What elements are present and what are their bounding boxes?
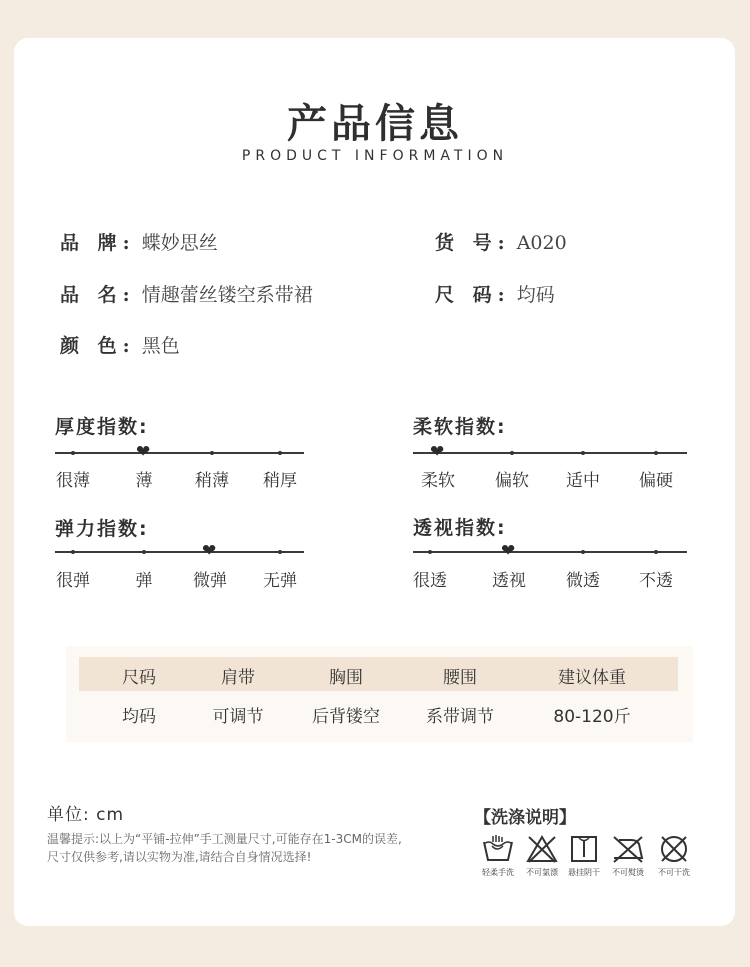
size-table xyxy=(66,646,693,742)
page-subtitle: PRODUCT INFORMATION xyxy=(241,148,509,164)
size-value: 均码 xyxy=(516,284,555,306)
thickness-option: 稍薄 xyxy=(195,471,229,491)
name-row xyxy=(60,280,313,307)
scale-dot xyxy=(510,451,514,455)
table-header-cell: 腰围 xyxy=(443,668,477,688)
scale-dot xyxy=(142,550,146,554)
transparency-option: 透视 xyxy=(492,571,526,591)
transparency-option: 很透 xyxy=(413,571,447,591)
wash-item xyxy=(602,834,654,878)
wash-label: 悬挂阴干 xyxy=(568,868,600,877)
table-header-cell: 尺码 xyxy=(122,668,156,688)
scale-dot xyxy=(428,550,432,554)
scale-dot xyxy=(654,550,658,554)
size-label: 尺 码: xyxy=(435,284,511,306)
measurement-note-line2: 尺寸仅供参考,请以实物为准,请结合自身情况选择! xyxy=(47,850,312,864)
size-row xyxy=(435,280,555,307)
heart-icon: ❤ xyxy=(136,442,151,462)
hang-dry-icon xyxy=(567,834,601,864)
scale-dot xyxy=(278,550,282,554)
elasticity-option: 微弹 xyxy=(193,571,227,591)
transparency-option: 不透 xyxy=(639,571,673,591)
measurement-note-line1: 温馨提示:以上为“平铺-拉伸”手工测量尺寸,可能存在1-3CM的误差, xyxy=(47,832,402,846)
scale-dot xyxy=(581,550,585,554)
sku-label: 货 号: xyxy=(435,232,511,254)
scale-dot xyxy=(654,451,658,455)
color-row xyxy=(60,331,180,358)
color-value: 黑色 xyxy=(141,335,180,357)
scale-dot xyxy=(210,451,214,455)
softness-title: 柔软指数: xyxy=(413,416,507,438)
wash-label: 不可氯漂 xyxy=(526,868,558,877)
table-header-cell: 胸围 xyxy=(329,668,363,688)
no-dry-clean-icon xyxy=(657,834,691,864)
scale-dot xyxy=(278,451,282,455)
color-label: 颜 色: xyxy=(60,335,136,357)
name-value: 情趣蕾丝镂空系带裙 xyxy=(141,284,313,306)
page-title: 产品信息 xyxy=(287,100,463,147)
transparency-scale-line xyxy=(413,551,687,553)
brand-value: 蝶妙思丝 xyxy=(141,232,218,254)
wash-label: 不可干洗 xyxy=(658,868,690,877)
name-label: 品 名: xyxy=(60,284,136,306)
wash-instructions-title: 【洗涤说明】 xyxy=(474,808,576,828)
table-cell: 后背镂空 xyxy=(312,707,380,727)
elasticity-title: 弹力指数: xyxy=(55,518,149,540)
brand-label: 品 牌: xyxy=(60,232,136,254)
table-cell: 80-120斤 xyxy=(553,707,631,727)
scale-dot xyxy=(581,451,585,455)
table-header-cell: 建议体重 xyxy=(558,668,626,688)
scale-dot xyxy=(71,550,75,554)
softness-scale-line xyxy=(413,452,687,454)
table-cell: 系带调节 xyxy=(426,707,494,727)
softness-option: 偏硬 xyxy=(639,471,673,491)
sku-value: A020 xyxy=(516,232,567,254)
softness-option: 偏软 xyxy=(495,471,529,491)
heart-icon: ❤ xyxy=(202,541,217,561)
no-bleach-icon xyxy=(525,834,559,864)
wash-item xyxy=(648,834,700,878)
heart-icon: ❤ xyxy=(501,541,516,561)
thickness-title: 厚度指数: xyxy=(55,416,149,438)
scale-dot xyxy=(71,451,75,455)
wash-label: 不可熨烫 xyxy=(612,868,644,877)
table-header-cell: 肩带 xyxy=(221,668,255,688)
elasticity-scale-line xyxy=(55,551,304,553)
wash-label: 轻柔手洗 xyxy=(482,868,514,877)
hand-wash-icon xyxy=(481,834,515,864)
thickness-scale-line xyxy=(55,452,304,454)
thickness-option: 稍厚 xyxy=(263,471,297,491)
transparency-option: 微透 xyxy=(566,571,600,591)
thickness-option: 很薄 xyxy=(56,471,90,491)
elasticity-option: 无弹 xyxy=(263,571,297,591)
table-cell: 可调节 xyxy=(212,707,264,727)
table-cell: 均码 xyxy=(122,707,156,727)
sku-row xyxy=(435,228,567,255)
softness-option: 柔软 xyxy=(421,471,455,491)
unit-label: 单位: cm xyxy=(47,805,125,825)
elasticity-option: 很弹 xyxy=(56,571,90,591)
elasticity-option: 弹 xyxy=(135,571,153,591)
brand-row xyxy=(60,228,218,255)
thickness-option: 薄 xyxy=(135,471,153,491)
heart-icon: ❤ xyxy=(430,442,445,462)
no-iron-icon xyxy=(611,834,645,864)
softness-option: 适中 xyxy=(566,471,600,491)
transparency-title: 透视指数: xyxy=(413,517,507,539)
